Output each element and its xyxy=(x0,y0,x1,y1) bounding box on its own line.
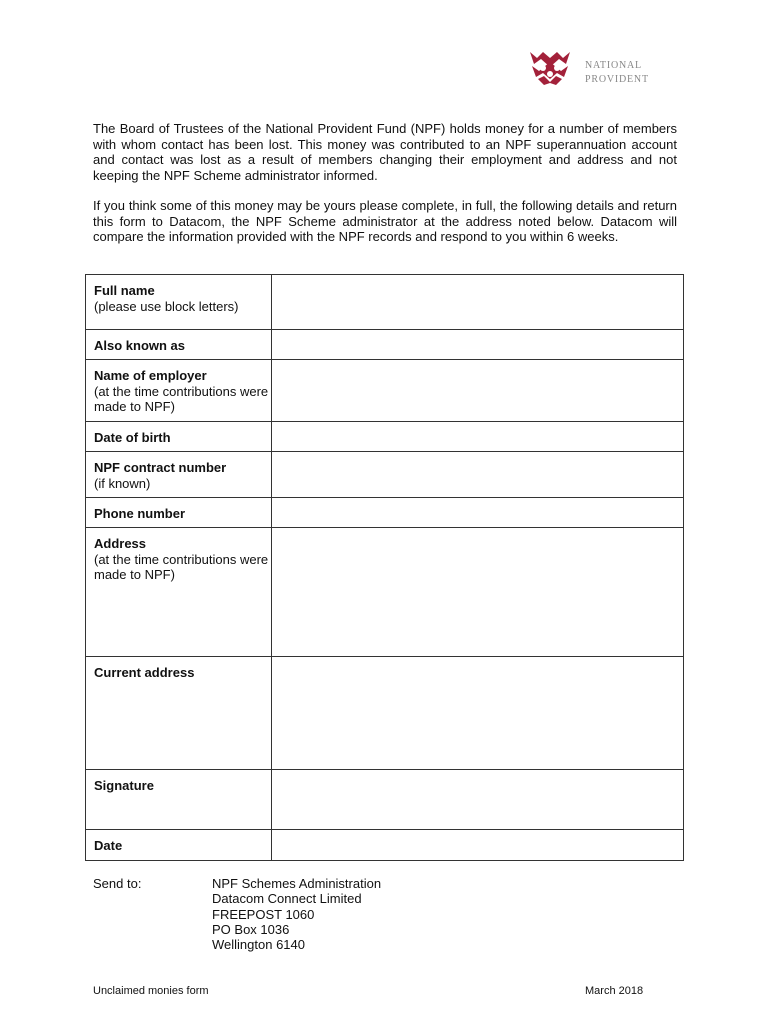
mailing-address xyxy=(212,876,381,952)
field-label-cell xyxy=(86,657,272,770)
national-provident-logo xyxy=(528,48,572,88)
address-line: FREEPOST 1060 xyxy=(212,906,315,922)
field-label-cell xyxy=(86,528,272,657)
footer-date: March 2018 xyxy=(585,985,644,997)
form-row-also-known-as xyxy=(86,330,684,360)
address-line: NPF Schemes Administration xyxy=(212,876,382,891)
field-label-cell xyxy=(86,830,272,861)
field-label: Address xyxy=(94,536,147,551)
full-name-input[interactable] xyxy=(272,275,684,330)
field-label-cell xyxy=(86,770,272,830)
address-input[interactable] xyxy=(272,528,684,657)
send-to-label: Send to: xyxy=(93,876,142,891)
claim-form-table xyxy=(85,274,684,861)
form-row-full-name xyxy=(86,275,684,330)
field-label: Name of employer xyxy=(94,368,207,383)
field-hint: (at the time contributions were made to NPF) xyxy=(94,551,269,582)
form-row-contract-number xyxy=(86,452,684,498)
form-row-current-address xyxy=(86,657,684,770)
form-row-date-of-birth xyxy=(86,422,684,452)
field-label: Current address xyxy=(94,665,195,680)
field-label-cell xyxy=(86,452,272,498)
field-hint: (at the time contributions were made to NPF) xyxy=(94,383,269,414)
field-label-cell xyxy=(86,330,272,360)
field-label: Full name xyxy=(94,283,155,298)
field-label: Also known as xyxy=(94,338,186,353)
form-row-employer xyxy=(86,360,684,422)
intro-text xyxy=(93,121,677,260)
also-known-as-input[interactable] xyxy=(272,330,684,360)
field-label: Date of birth xyxy=(94,430,171,445)
footer-form-title: Unclaimed monies form xyxy=(93,985,209,997)
field-label-cell xyxy=(86,360,272,422)
date-input[interactable] xyxy=(272,830,684,861)
form-row-phone xyxy=(86,498,684,528)
contract-number-input[interactable] xyxy=(272,452,684,498)
field-label-cell xyxy=(86,422,272,452)
field-label-cell xyxy=(86,498,272,528)
field-hint: (if known) xyxy=(94,475,151,491)
address-line: PO Box 1036 xyxy=(212,921,290,937)
field-label: Date xyxy=(94,838,123,853)
employer-input[interactable] xyxy=(272,360,684,422)
intro-paragraph-2: If you think some of this money may be yours please complete, in full, the following details and return this form to Datacom, the NPF Scheme administrator at the address noted below. Datacom will compare the information provided with the NPF records and respond to you within 6 weeks. xyxy=(93,198,677,244)
field-label: Phone number xyxy=(94,506,186,521)
logo-text xyxy=(585,59,649,87)
current-address-input[interactable] xyxy=(272,657,684,770)
signature-input[interactable] xyxy=(272,770,684,830)
form-row-signature xyxy=(86,770,684,830)
address-line: Wellington 6140 xyxy=(212,937,305,953)
field-label-cell xyxy=(86,275,272,330)
address-line: Datacom Connect Limited xyxy=(212,891,362,907)
form-row-address xyxy=(86,528,684,657)
phone-number-input[interactable] xyxy=(272,498,684,528)
field-label: Signature xyxy=(94,778,154,793)
date-of-birth-input[interactable] xyxy=(272,422,684,452)
field-hint: (please use block letters) xyxy=(94,298,239,314)
intro-paragraph-1: The Board of Trustees of the National Provident Fund (NPF) holds money for a number of members with whom contact has been lost. This money was contributed to an NPF superannuation account and contact was lost as a result of members changing their employment and address and not keeping the NPF Scheme administrator informed. xyxy=(93,121,677,183)
logo-line-national: NATIONAL xyxy=(585,60,642,71)
field-label: NPF contract number xyxy=(94,460,227,475)
logo-line-provident: PROVIDENT xyxy=(585,74,649,85)
form-row-date xyxy=(86,830,684,861)
